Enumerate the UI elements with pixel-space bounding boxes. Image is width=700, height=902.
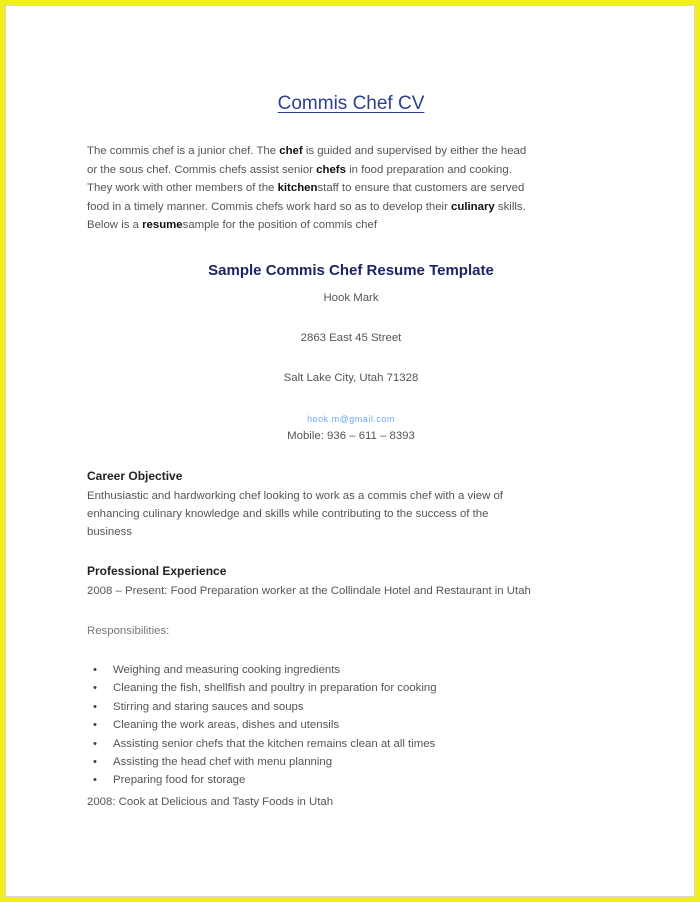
bullet-icon: • (93, 737, 97, 750)
career-objective-text: Enthusiastic and hardworking chef looking to work as a commis chef with a view of enhancing culinary knowledge and skills while contributing to the success of the business (87, 490, 503, 538)
bullet-icon: • (93, 700, 97, 713)
responsibilities-label: Responsibilities: (87, 625, 170, 637)
resume-template-title: Sample Commis Chef Resume Template (208, 262, 494, 279)
career-objective-heading: Career Objective (87, 469, 183, 483)
intro-line: The commis chef is a junior chef. The chef is guided and supervised by either the head (87, 145, 527, 157)
intro-line: or the sous chef. Commis chefs assist senior chefs in food preparation and cooking. (87, 163, 512, 176)
contact-city: Salt Lake City, Utah 71328 (283, 372, 419, 384)
intro-line: food in a timely manner. Commis chefs work hard so as to develop their culinary skills. (87, 200, 526, 213)
intro-paragraph (87, 142, 627, 235)
bullet-icon: • (93, 756, 97, 769)
list-item: • Assisting the head chef with menu planning (87, 753, 437, 771)
bullet-icon: • (93, 719, 97, 732)
intro-line: They work with other members of the kitchenstaff to ensure that customers are served (87, 182, 525, 194)
list-item: • Cleaning the fish, shellfish and poultry in preparation for cooking (87, 679, 437, 697)
contact-street: 2863 East 45 Street (300, 332, 402, 344)
bullet-icon: • (93, 774, 97, 787)
list-item: • Stirring and staring sauces and soups (87, 698, 437, 716)
contact-mobile: Mobile: 936 – 611 – 8393 (287, 430, 415, 442)
list-item: • Cleaning the work areas, dishes and utensils (87, 716, 437, 734)
list-item: • Preparing food for storage (87, 771, 437, 789)
job-entry: 2008: Cook at Delicious and Tasty Foods in Utah (87, 796, 334, 808)
job-entry: 2008 – Present: Food Preparation worker at the Collindale Hotel and Restaurant in Utah (87, 585, 531, 597)
document-title: Commis Chef CV (277, 93, 425, 114)
contact-name: Hook Mark (323, 292, 379, 304)
bullet-icon: • (93, 682, 97, 695)
professional-experience-heading: Professional Experience (87, 564, 227, 578)
list-item: • Assisting senior chefs that the kitchen remains clean at all times (87, 735, 437, 753)
responsibilities-list (87, 661, 437, 790)
intro-line: Below is a resumesample for the position of commis chef (87, 219, 377, 231)
document-page (5, 5, 695, 897)
list-item: • Weighing and measuring cooking ingredients (87, 661, 437, 679)
bullet-icon: • (93, 664, 97, 676)
contact-email-link[interactable]: hook.m@gmail.com (307, 414, 395, 424)
